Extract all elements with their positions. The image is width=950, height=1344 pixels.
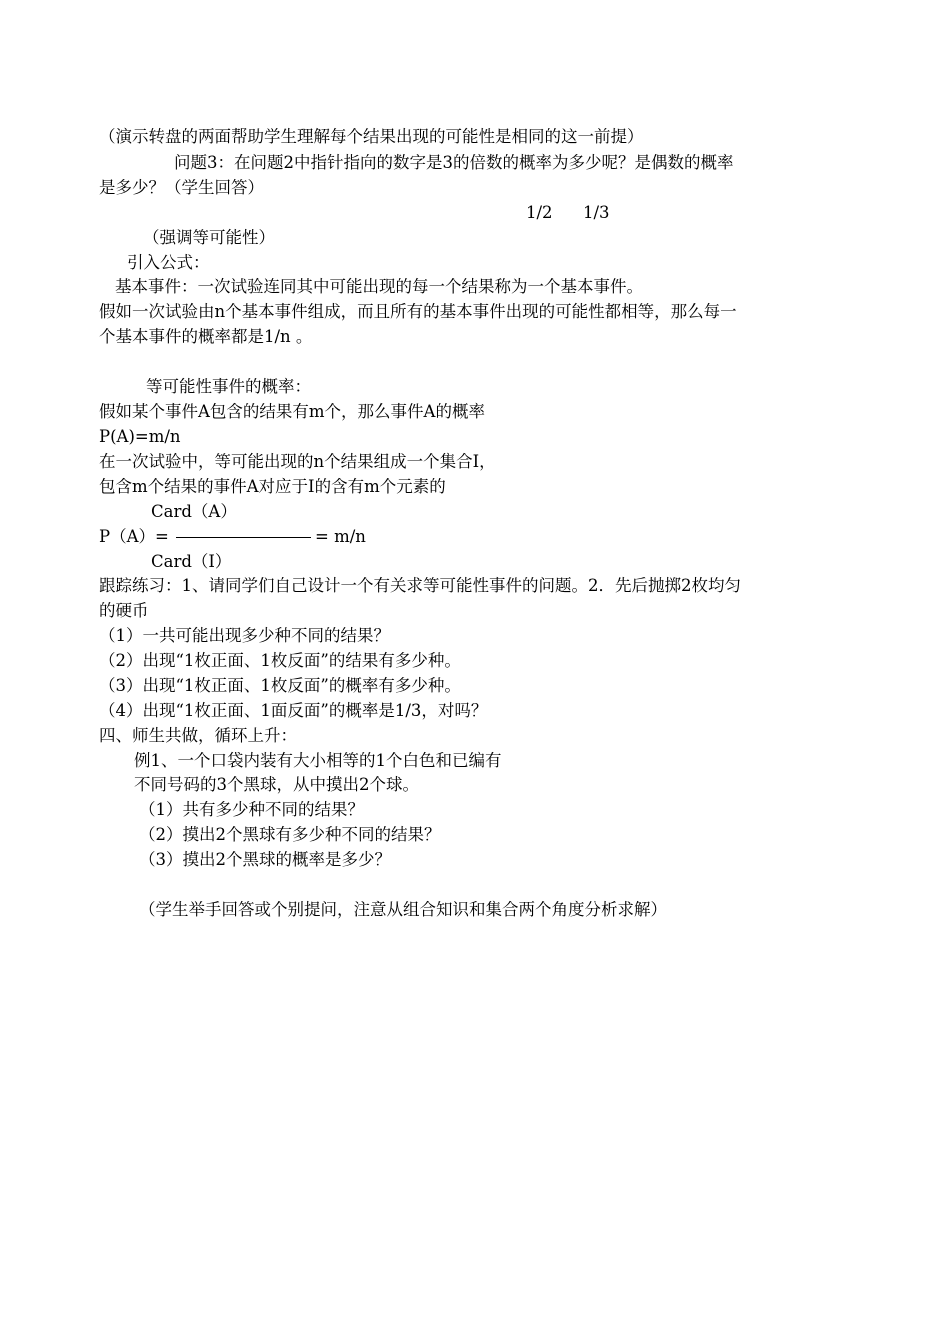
fraction-denominator: Card（I） [151,552,232,571]
answer-half: 1/2 [526,203,553,222]
fraction-numerator: Card（A） [151,502,237,521]
practice-q1: （1）一共可能出现多少种不同的结果？ [99,626,390,645]
question-3-line-2: 是多少？（学生回答） [99,178,264,197]
formula-intro: 引入公式： [127,253,210,272]
emphasis-note: （强调等可能性） [143,228,275,247]
question-3-line-1: 问题3：在问题2中指针指向的数字是3的倍数的概率为多少呢？是偶数的概率 [174,153,734,172]
section-four-heading: 四、师生共做，循环上升： [99,726,297,745]
practice-line-2: 的硬币 [99,601,149,620]
practice-q4: （4）出现“1枚正面、1面反面”的概率是1/3，对吗？ [99,701,488,720]
example-q3: （3）摸出2个黑球的概率是多少？ [139,850,391,869]
set-text-2: 包含m个结果的事件A对应于I的含有m个元素的 [99,477,446,496]
equal-probability-heading: 等可能性事件的概率： [146,377,311,396]
example-q1: （1）共有多少种不同的结果？ [139,800,364,819]
formula-pa: P(A)=m/n [99,427,181,446]
practice-q3: （3）出现“1枚正面、1枚反面”的概率有多少种。 [99,676,461,695]
example-line-1: 例1、一个口袋内装有大小相等的1个白色和已编有 [134,751,502,770]
basic-event-text-1: 假如一次试验由n个基本事件组成，而且所有的基本事件出现的可能性都相等，那么每一 [99,302,737,321]
event-a-text: 假如某个事件A包含的结果有m个，那么事件A的概率 [99,402,485,421]
basic-event-text-2: 个基本事件的概率都是1/n 。 [99,327,313,346]
fraction-bar [176,537,311,538]
practice-line-1: 跟踪练习：1、请同学们自己设计一个有关求等可能性事件的问题。2．先后抛掷2枚均匀 [99,576,741,595]
fraction-left: P（A）= [99,527,169,546]
answer-third: 1/3 [583,203,610,222]
fraction-right: = m/n [315,527,366,546]
demo-note: （演示转盘的两面帮助学生理解每个结果出现的可能性是相同的这一前提） [99,127,644,146]
example-q2: （2）摸出2个黑球有多少种不同的结果？ [139,825,441,844]
practice-q2: （2）出现“1枚正面、1枚反面”的结果有多少种。 [99,651,461,670]
example-line-2: 不同号码的3个黑球，从中摸出2个球。 [134,775,419,794]
basic-event-definition: 基本事件：一次试验连同其中可能出现的每一个结果称为一个基本事件。 [115,277,643,296]
set-text-1: 在一次试验中，等可能出现的n个结果组成一个集合I， [99,452,496,471]
closing-note: （学生举手回答或个别提问，注意从组合知识和集合两个角度分析求解） [139,900,667,919]
